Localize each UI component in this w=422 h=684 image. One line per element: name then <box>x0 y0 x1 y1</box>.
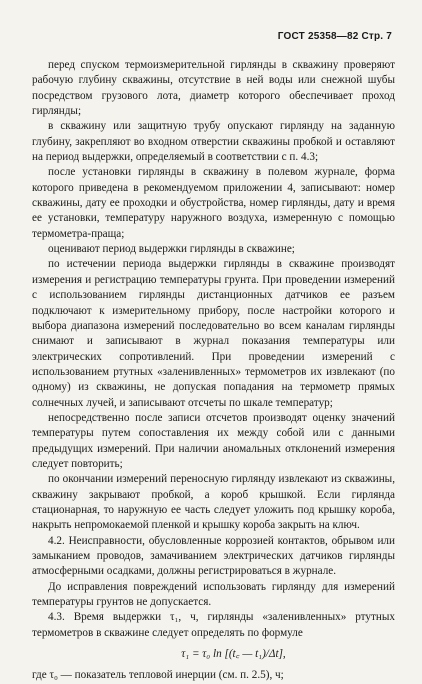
paragraph: по окончании измерений переносную гирлянду извлекают из скважины, скважину закрывают пробкой, а короб крышкой. Если гирлянда стационарная, то наружную ее часть следует уложить под крышку короба, накрыть непромокаемой пленкой и крышку короба закрыть на ключ. <box>32 473 395 532</box>
paragraph: оценивают период выдержки гирлянды в скважине; <box>48 243 295 256</box>
paragraph: 4.3. Время выдержки τ₁, ч, гирлянды «заленивленных» ртутных термометров в скважине следует определять по формуле <box>32 611 395 639</box>
paragraph: До исправления повреждений использовать гирлянду для измерений температуры грунтов не допускается. <box>32 580 395 609</box>
paragraph: непосредственно после записи отсчетов производят оценку значений температуры путем сопоставления их между собой или с данными предыдущих измерений. При наличии аномальных отклонений измерения следует повторить; <box>32 411 395 470</box>
paragraph: в скважину или защитную трубу опускают гирлянду на заданную глубину, закрепляют во входном отверстии скважины пробкой и оставляют на период выдержки, определяемый в соответствии с п. 4.3; <box>32 120 395 164</box>
paragraph: 4.2. Неисправности, обусловленные коррозией контактов, обрывом или замыканием проводов, замачиванием электрических датчиков гирлянды атмосферными осадками, должны регистрироваться в журнале. <box>32 534 395 578</box>
formula: τ₁ = τ₀ ln [(t꜀ — t₁)/Δt], <box>181 648 286 661</box>
running-header: ГОСТ 25358—82 Стр. 7 <box>277 31 392 42</box>
paragraph: по истечении периода выдержки гирлянды в скважине производят измерения и регистрацию температуры грунта. При проведении измерений с использованием гирлянды дистанционных датчиков ее разъем подключают к измерительному прибору, после настройки которого и выбора диапазона измерений последовательно во всем каналам гирлянды снимают и записывают в журнал показания температуры или электрических сопротивлений. При проведении измерений с использованием ртутных «заленивленных» термометров их извлекают (по одному) из скважины, не допуская попадания на термометр прямых солнечных лучей, и записывают отсчеты по шкале температур; <box>32 258 395 409</box>
paragraph: перед спуском термоизмерительной гирлянды в скважину проверяют рабочую глубину скважины, отсутствие в ней воды или снежной шубы посредством грузового лота, диаметр которого обеспечивает проход гирлянды; <box>32 59 395 118</box>
paragraph: после установки гирлянды в скважину в полевом журнале, форма которого приведена в рекомендуемом приложении 4, записывают: номер скважины, дату ее проходки и обустройства, номер гирлянды, дату и время ее установки, температуру наружного воздуха, измеренную с помощью термометра-праща; <box>32 166 395 240</box>
formula-legend: где τ₀ — показатель тепловой инерции (см. п. 2.5), ч; <box>32 669 284 682</box>
body-text <box>32 58 395 684</box>
